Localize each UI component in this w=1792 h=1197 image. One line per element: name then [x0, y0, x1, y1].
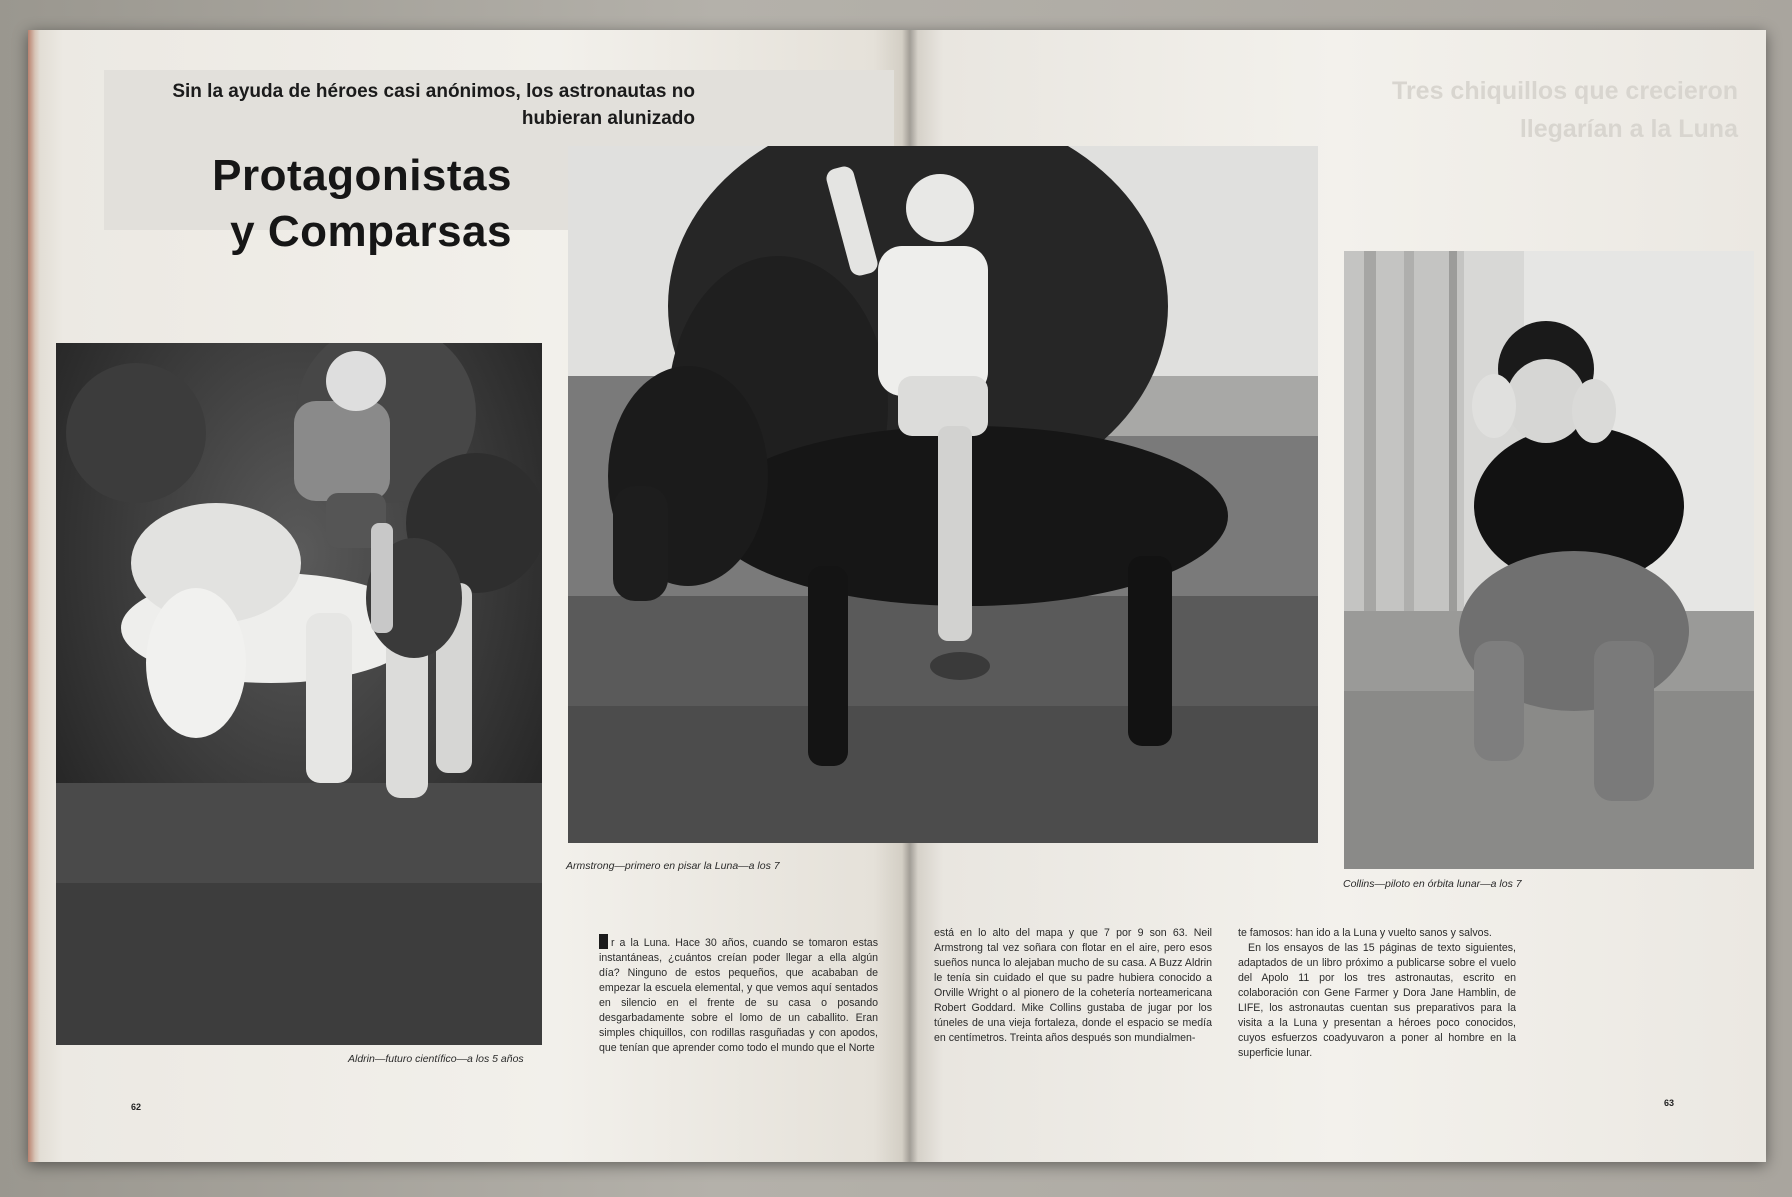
- page-number-left: 62: [131, 1102, 142, 1112]
- caption-aldrin: Aldrin—futuro científico—a los 5 años: [348, 1053, 524, 1065]
- kicker: Sin la ayuda de héroes casi anónimos, los astronautas no hubieran alunizado: [172, 81, 695, 129]
- headline: [100, 148, 512, 260]
- article-column-3: [1238, 926, 1516, 1061]
- show-through-text: [1218, 72, 1738, 148]
- headline-line-2: y Comparsas: [230, 207, 512, 256]
- headline-line-1: Protagonistas: [212, 151, 512, 200]
- article-column-1-text: r a la Luna. Hace 30 años, cuando se tomaron estas instantáneas, ¿cuántos creían poder llegar a ella algún día? Ninguno de estos pequeños, que acababan de empezar la escuela elemental, y que vemos aquí sentados en silencio en el frente de su casa o posando desgarbadamente sobre el lomo de un caballito. Eran simples chiquillos, con rodillas rasguñadas y con apodos, que tenían que aprender como todo el mundo que el Norte: [599, 937, 878, 1054]
- show-through-line-2: llegarían a la Luna: [1519, 115, 1738, 143]
- article-column-3-para-2: En los ensayos de las 15 páginas de texto siguientes, adaptados de un libro próximo a publicarse sobre el vuelo del Apolo 11 por los tres astronautas, escrito en colaboración con Gene Farmer y Dora Jane Hamblin, de LIFE, los astronautas cuentan sus preparativos para la visita a la Luna y presentan a héroes poco conocidos, cuyos esfuerzos coadyuvaron a poner al hombre en la superficie lunar.: [1238, 942, 1516, 1059]
- article-column-1: [599, 934, 878, 1056]
- show-through-line-1: Tres chiquillos que crecieron: [1392, 77, 1738, 105]
- drop-cap: [599, 934, 608, 949]
- page-number-right: 63: [1664, 1098, 1675, 1108]
- article-column-3-para-1: te famosos: han ido a la Luna y vuelto sanos y salvos.: [1238, 927, 1492, 939]
- photo-collins: [1344, 251, 1754, 869]
- caption-armstrong: Armstrong—primero en pisar la Luna—a los 7: [566, 860, 780, 872]
- caption-collins: Collins—piloto en órbita lunar—a los 7: [1343, 878, 1522, 890]
- article-column-2: está en lo alto del mapa y que 7 por 9 son 63. Neil Armstrong tal vez soñara con flotar en el aire, pero esos sueños nunca lo alejaban mucho de su casa. A Buzz Aldrin le tenía sin cuidado el que su padre hubiera conocido a Orville Wright o al pionero de la cohetería norteamericana Robert Goddard. Mike Collins gustaba de jugar por los túneles de una vieja fortaleza, donde el espacio se medía en centímetros. Treinta años después son mundialmen-: [934, 927, 1212, 1044]
- page-edge: [28, 30, 40, 1162]
- photo-armstrong: [568, 146, 1318, 843]
- photo-aldrin: [56, 343, 542, 1045]
